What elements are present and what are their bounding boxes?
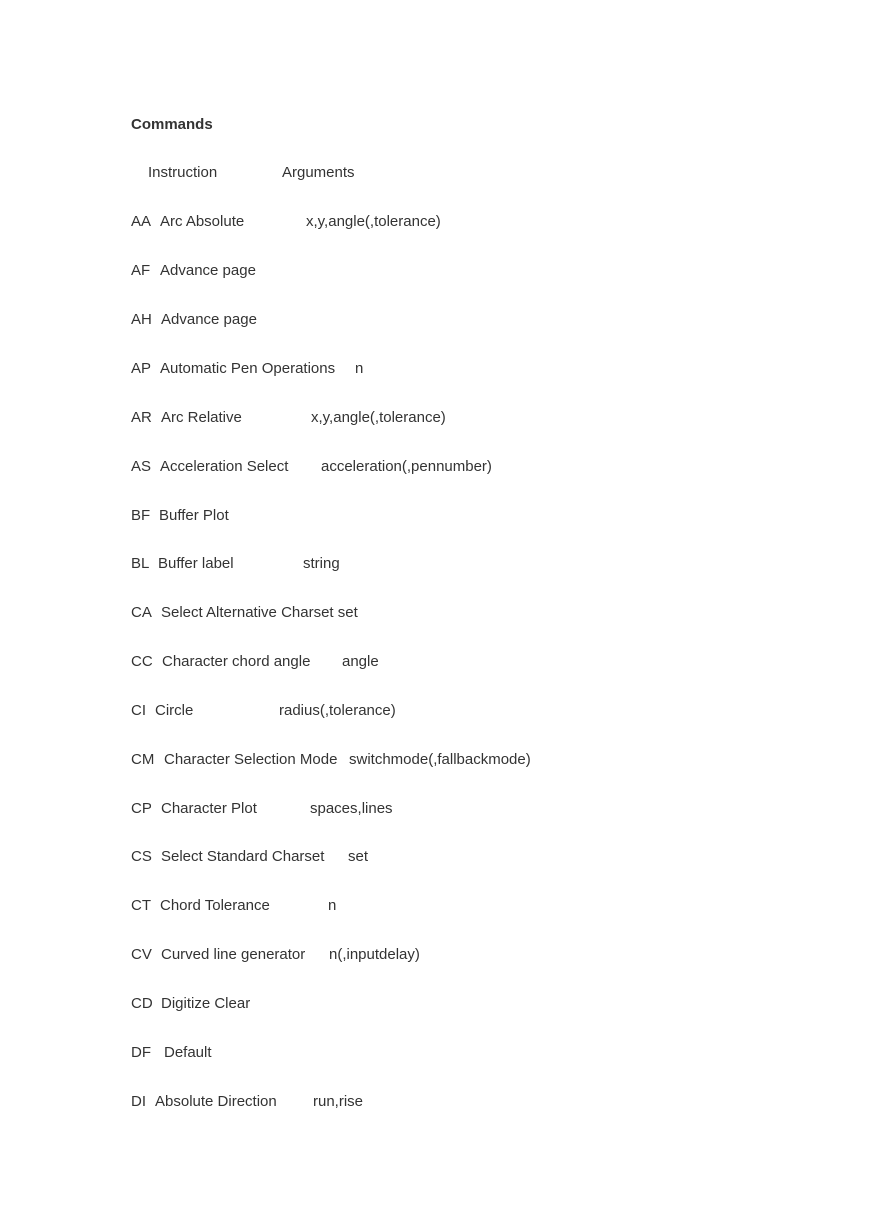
command-row bbox=[131, 701, 691, 721]
command-code: AF bbox=[131, 262, 151, 279]
command-code: CV bbox=[131, 946, 152, 963]
command-row bbox=[131, 457, 691, 477]
command-code: AP bbox=[131, 360, 152, 377]
command-args: string bbox=[303, 555, 340, 572]
command-name: Select Standard Charset bbox=[161, 848, 325, 865]
command-args: n bbox=[328, 897, 337, 914]
command-row bbox=[131, 847, 691, 867]
command-args: x,y,angle(,tolerance) bbox=[306, 213, 441, 230]
command-name: Arc Absolute bbox=[160, 213, 245, 230]
command-name: Circle bbox=[155, 702, 194, 719]
command-name: Character Selection Mode bbox=[164, 751, 338, 768]
command-code: CC bbox=[131, 653, 153, 670]
command-code: CT bbox=[131, 897, 151, 914]
command-args: switchmode(,fallbackmode) bbox=[349, 751, 531, 768]
command-name: Absolute Direction bbox=[155, 1093, 277, 1110]
command-args: x,y,angle(,tolerance) bbox=[311, 409, 446, 426]
command-code: AH bbox=[131, 311, 152, 328]
command-row bbox=[131, 554, 691, 574]
command-row bbox=[131, 750, 691, 770]
command-row bbox=[131, 408, 691, 428]
command-code: CM bbox=[131, 751, 155, 768]
command-args: radius(,tolerance) bbox=[279, 702, 396, 719]
command-row bbox=[131, 945, 691, 965]
command-code: CP bbox=[131, 800, 152, 817]
command-args: run,rise bbox=[313, 1093, 364, 1110]
command-code: BL bbox=[131, 555, 150, 572]
command-name: Buffer label bbox=[158, 555, 234, 572]
command-name: Character chord angle bbox=[162, 653, 311, 670]
command-name: Acceleration Select bbox=[160, 458, 289, 475]
column-header-instruction: Instruction bbox=[148, 164, 218, 181]
command-name: Arc Relative bbox=[161, 409, 242, 426]
command-row bbox=[131, 310, 691, 330]
command-row bbox=[131, 212, 691, 232]
command-row bbox=[131, 1043, 691, 1063]
command-name: Chord Tolerance bbox=[160, 897, 270, 914]
command-code: CS bbox=[131, 848, 152, 865]
command-name: Character Plot bbox=[161, 800, 257, 817]
command-row bbox=[131, 261, 691, 281]
command-code: BF bbox=[131, 507, 151, 524]
column-header-row bbox=[131, 163, 531, 183]
command-code: CI bbox=[131, 702, 146, 719]
command-name: Select Alternative Charset set bbox=[161, 604, 358, 621]
command-row bbox=[131, 359, 691, 379]
command-name: Buffer Plot bbox=[159, 507, 229, 524]
command-name: Automatic Pen Operations bbox=[160, 360, 336, 377]
command-name: Default bbox=[164, 1044, 212, 1061]
command-row bbox=[131, 799, 691, 819]
command-row bbox=[131, 1092, 691, 1112]
command-name: Advance page bbox=[160, 262, 256, 279]
command-args: n bbox=[355, 360, 364, 377]
command-code: CA bbox=[131, 604, 152, 621]
section-heading: Commands bbox=[131, 116, 213, 133]
command-name: Curved line generator bbox=[161, 946, 306, 963]
column-header-arguments: Arguments bbox=[282, 164, 355, 181]
command-args: n(,inputdelay) bbox=[329, 946, 420, 963]
command-code: AA bbox=[131, 213, 152, 230]
command-args: acceleration(,pennumber) bbox=[321, 458, 492, 475]
command-code: DF bbox=[131, 1044, 151, 1061]
command-row bbox=[131, 896, 691, 916]
command-args: spaces,lines bbox=[310, 800, 393, 817]
command-row bbox=[131, 506, 691, 526]
command-code: AS bbox=[131, 458, 152, 475]
command-code: DI bbox=[131, 1093, 146, 1110]
command-code: CD bbox=[131, 995, 153, 1012]
command-row bbox=[131, 994, 691, 1014]
command-args: set bbox=[348, 848, 369, 865]
command-code: AR bbox=[131, 409, 152, 426]
command-row bbox=[131, 652, 691, 672]
command-row bbox=[131, 603, 691, 623]
command-args: angle bbox=[342, 653, 379, 670]
command-name: Digitize Clear bbox=[161, 995, 251, 1012]
command-name: Advance page bbox=[161, 311, 257, 328]
